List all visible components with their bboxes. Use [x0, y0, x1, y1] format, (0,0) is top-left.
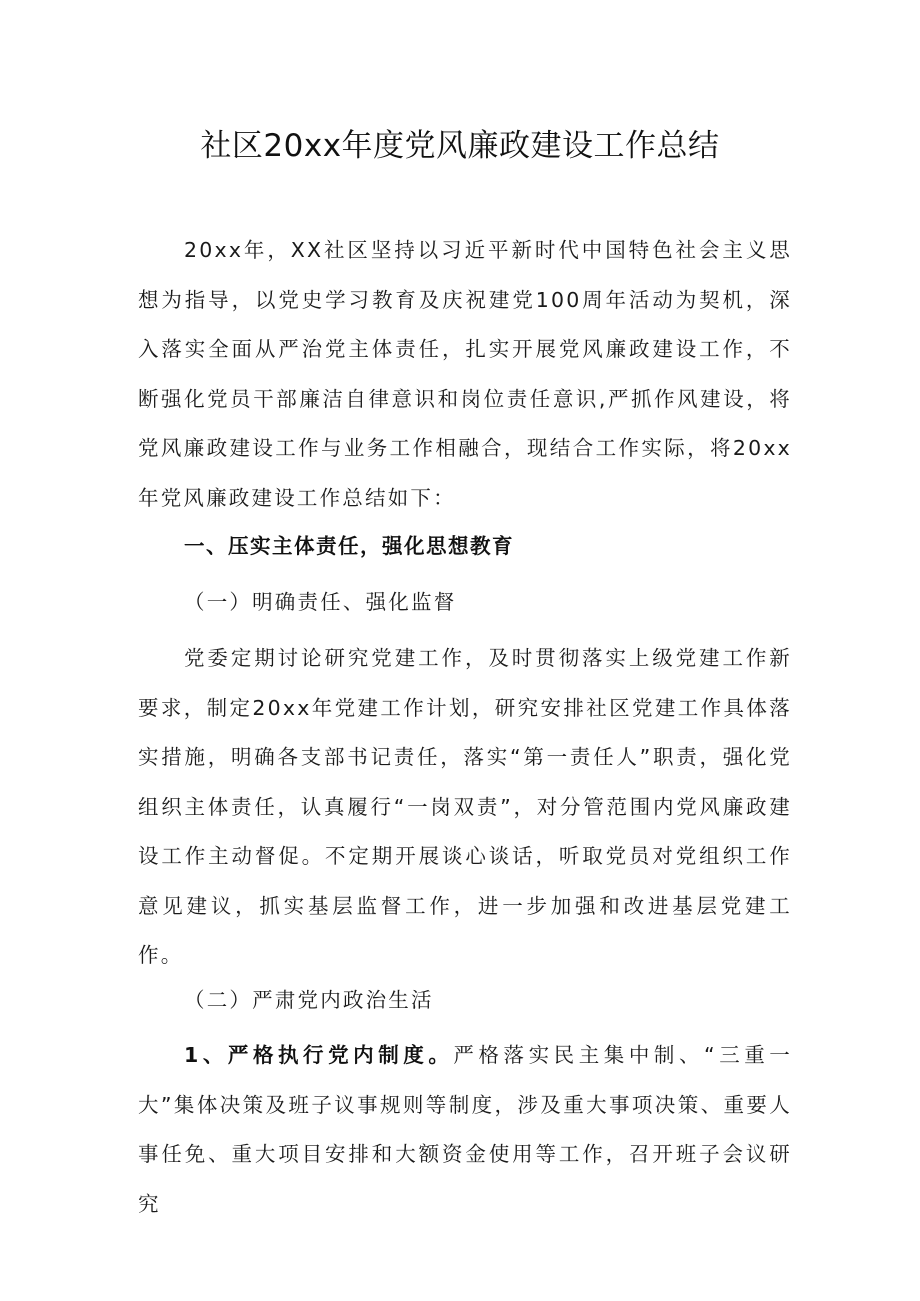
item-1-body: 严格落实民主集中制、“三重一大”集体决策及班子议事规则等制度，涉及重大事项决策、重要人事任免、重大项目安排和大额资金使用等工作，召开班子会议研究	[138, 1043, 793, 1216]
item-1-lead: 1、严格执行党内制度。	[184, 1043, 454, 1067]
item-1-paragraph	[138, 1031, 792, 1229]
document-title: 社区20xx年度党风廉政建设工作总结	[200, 128, 720, 164]
subsection-heading-2: （二）严肃党内政治生活	[184, 988, 434, 1012]
subsection-1-paragraph: 党委定期讨论研究党建工作，及时贯彻落实上级党建工作新要求，制定20xx年党建工作计划，研究安排社区党建工作具体落实措施，明确各支部书记责任，落实“第一责任人”职责，强化党组织主体责任，认真履行“一岗双责”，对分管范围内党风廉政建设工作主动督促。不定期开展谈心谈话，听取党员对党组织工作意见建议，抓实基层监督工作，进一步加强和改进基层党建工作。	[138, 646, 792, 967]
intro-paragraph: 20xx年，XX社区坚持以习近平新时代中国特色社会主义思想为指导，以党史学习教育及庆祝建党100周年活动为契机，深入落实全面从严治党主体责任，扎实开展党风廉政建设工作，不断强化党员干部廉洁自律意识和岗位责任意识,严抓作风建设，将党风廉政建设工作与业务工作相融合，现结合工作实际，将20xx年党风廉政建设工作总结如下：	[138, 238, 792, 510]
section-heading-1: 一、压实主体责任，强化思想教育	[184, 534, 514, 558]
subsection-heading-1: （一）明确责任、强化监督	[184, 590, 457, 614]
